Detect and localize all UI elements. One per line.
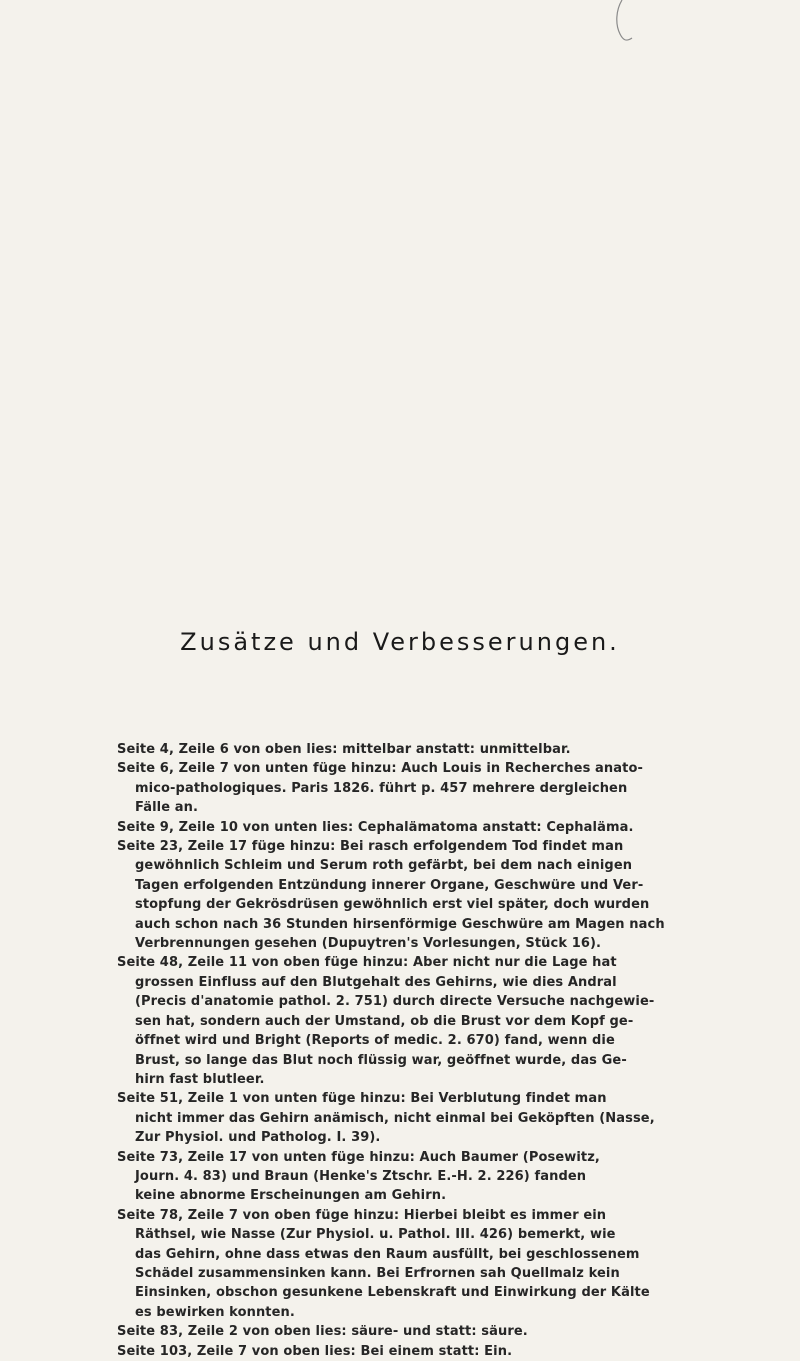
entry-line: nicht immer das Gehirn anämisch, nicht einmal bei Geköpften (Nasse, <box>135 1110 655 1126</box>
entry-line: Verbrennungen gesehen (Dupuytren's Vorlesungen, Stück 16). <box>135 936 602 952</box>
entry-line: Seite 103, Zeile 7 von oben lies: Bei einem statt: Ein. <box>117 1343 513 1359</box>
entry-line: Seite 48, Zeile 11 von oben füge hinzu: Aber nicht nur die Lage hat <box>117 955 617 971</box>
correction-entry <box>117 1089 719 1147</box>
entry-line: Fälle an. <box>135 800 199 816</box>
correction-entry <box>117 837 719 953</box>
entry-line: Seite 6, Zeile 7 von unten füge hinzu: Auch Louis in Recherches anato- <box>117 761 643 777</box>
entry-line: Seite 83, Zeile 2 von oben lies: säure- und statt: säure. <box>117 1324 528 1340</box>
entry-line: es bewirken konnten. <box>135 1304 295 1320</box>
entry-line: Zur Physiol. und Patholog. I. 39). <box>135 1130 381 1146</box>
entry-line: auch schon nach 36 Stunden hirsenförmige Geschwüre am Magen nach <box>135 916 665 932</box>
entry-line: stopfung der Gekrösdrüsen gewöhnlich erst viel später, doch wurden <box>135 897 650 913</box>
entry-line: Tagen erfolgenden Entzündung innerer Organe, Geschwüre und Ver- <box>135 877 644 893</box>
correction-entry <box>117 953 719 1089</box>
entry-line: keine abnorme Erscheinungen am Gehirn. <box>135 1188 447 1204</box>
entry-line: öffnet wird und Bright (Reports of medic. 2. 670) fand, wenn die <box>135 1033 615 1049</box>
entry-line: Seite 4, Zeile 6 von oben lies: mittelbar anstatt: unmittelbar. <box>117 742 571 757</box>
entry-line: Seite 23, Zeile 17 füge hinzu: Bei rasch erfolgendem Tod findet man <box>117 839 624 855</box>
corrections-list <box>117 740 719 1361</box>
entry-line: das Gehirn, ohne dass etwas den Raum ausfüllt, bei geschlossenem <box>135 1246 640 1262</box>
entry-line: gewöhnlich Schleim und Serum roth gefärbt, bei dem nach einigen <box>135 858 633 874</box>
entry-line: hirn fast blutleer. <box>135 1071 265 1087</box>
correction-entry <box>117 1148 719 1206</box>
correction-entry <box>117 1322 719 1341</box>
entry-line: Seite 78, Zeile 7 von oben füge hinzu: Hierbei bleibt es immer ein <box>117 1207 607 1223</box>
entry-line: Seite 73, Zeile 17 von unten füge hinzu: Auch Baumer (Posewitz, <box>117 1149 600 1165</box>
pencil-mark <box>606 0 636 48</box>
entry-line: (Precis d'anatomie pathol. 2. 751) durch directe Versuche nachgewie- <box>135 994 655 1010</box>
entry-line: Brust, so lange das Blut noch flüssig war, geöffnet wurde, das Ge- <box>135 1052 627 1068</box>
correction-entry <box>117 740 719 759</box>
entry-line: Seite 9, Zeile 10 von unten lies: Cephalämatoma anstatt: Cephaläma. <box>117 819 634 835</box>
correction-entry <box>117 759 719 817</box>
correction-entry <box>117 818 719 837</box>
entry-line: Journ. 4. 83) und Braun (Henke's Ztschr. E.-H. 2. 226) fanden <box>135 1168 587 1184</box>
entry-line: sen hat, sondern auch der Umstand, ob die Brust vor dem Kopf ge- <box>135 1013 634 1029</box>
entry-line: mico-pathologiques. Paris 1826. führt p. 457 mehrere dergleichen <box>135 780 628 796</box>
entry-line: Einsinken, obschon gesunkene Lebenskraft und Einwirkung der Kälte <box>135 1285 650 1301</box>
entry-line: Schädel zusammensinken kann. Bei Erfrornen sah Quellmalz kein <box>135 1265 620 1281</box>
correction-entry <box>117 1342 719 1361</box>
entry-line: Seite 51, Zeile 1 von unten füge hinzu: Bei Verblutung findet man <box>117 1091 607 1107</box>
correction-entry <box>117 1206 719 1322</box>
entry-line: Räthsel, wie Nasse (Zur Physiol. u. Pathol. III. 426) bemerkt, wie <box>135 1227 616 1243</box>
page-title: Zusätze und Verbesserungen. <box>180 628 620 656</box>
entry-line: grossen Einfluss auf den Blutgehalt des Gehirns, wie dies Andral <box>135 974 617 990</box>
